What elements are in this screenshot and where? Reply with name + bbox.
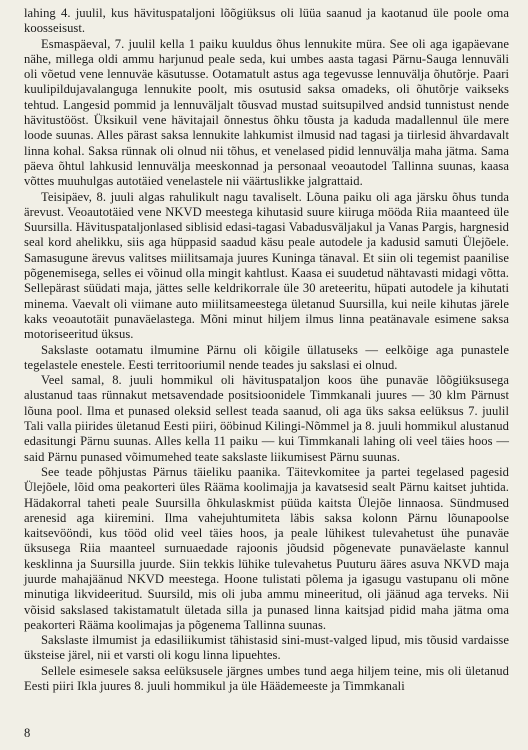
text-page — [24, 6, 509, 694]
paragraph: Sakslaste ilmumist ja edasiliikumist tähistasid sini-must-valged lipud, mis tõusid vardaisse üksteise järel, nii et varsti oli kogu linna lipuehtes. — [24, 633, 509, 663]
paragraph: Teisipäev, 8. juuli algas rahulikult nagu tavaliselt. Lõuna paiku oli aga järsku õhus tunda ärevust. Veoautotäied vene NKVD meestega kihutasid suure kiiruga mööda Riia maanteed üle Suursilla. Hävituspataljonlased siblisid edasi-tagasi Vabadusväljakul ja Vanas Pargis, hargnesid seal kord ahelikku, siis aga hüppasid saadud käsu peale autodele ja kadusid samuti Ülejõele. Samasugune ärevus valitses miilitsamaja juures Kuninga tänaval. Et siin oli tegemist paanilise põgenemisega, selles ei võinud olla mingit kahtlust. Kaasa ei suudetud nähtavasti midagi võtta. Sellepärast süüdati maja, jättes selle keldrikorrale üle 30 areteeritu, hüpati autodele ja kihutati minema. Vaevalt oli viimane auto miilitsameestega ületanud Suursilla, kui neile kihutas järele kaks veoautotäit punaväelastega. Mõni minut hiljem ilmus linna peatänavale esimene saksa motoriseeritud üksus. — [24, 189, 509, 342]
paragraph: Sakslaste ootamatu ilmumine Pärnu oli kõigile üllatuseks — eelkõige aga punastele tegelastele enestele. Eesti territooriumil nende teades ju sakslasi ei olnud. — [24, 342, 509, 372]
paragraph: Sellele esimesele saksa eelüksusele järgnes umbes tund aega hiljem teine, mis oli ületanud Eesti piiri Ikla juures 8. juuli hommikul ja üle Häädemeeste ja Timmkanali — [24, 663, 509, 694]
paragraph: Esmaspäeval, 7. juulil kella 1 paiku kuuldus õhus lennukite müra. See oli aga igapäevane nähe, millega oldi ammu harjunud peale seda, kui umbes aasta tagasi Pärnu-Sauga lennuväli oli võetud vene lennuväe käsutusse. Ootamatult astus aga tegevusse lennuvälja õhutõrje. Paari kuulipildujavalanguga lennukite poolt, mis osutusid saksa omadeks, oli õhutõrje vaikseks tehtud. Langesid pommid ja lennuväljalt tõusvad mustad suitsupilved andsid tunnistust nende hävitustööst. Üksikuil vene hävitajail õnnestus õhku tõusta ja kaduda madallennul üle mere loode suunas. Alles pärast saksa lennukite lahkumist ilmusid nad tagasi ja tiirlesid ähvardavalt linna kohal. Saksa rünnak oli olnud nii tõhus, et venelased pidid lennuvälja maha jätma. Sama päeva õhtul lahkusid lennuvälja meeskonnad ja personaal veoautodel Tallinna suunas, kaasa võttes muuhulgas autotäied venelastele nii väärtuslikke jalgrattaid. — [24, 36, 509, 189]
paragraph: lahing 4. juulil, kus hävituspataljoni lõõgiüksus oli lüüa saanud ja kaotanud üle poole oma koosseisust. — [24, 6, 509, 36]
page-number: 8 — [24, 726, 31, 740]
paragraph: See teade põhjustas Pärnus täieliku paanika. Täitevkomitee ja partei tegelased pagesid Ülejõele, lõid oma peakorteri üles Rääma koolimajja ja kavatsesid sealt Pärnu kaitset juhtida. Hädakorral taheti peale Suursilla õhkulaskmist püüda kaitsta Ülejõe linnaosa. Sündmused arenesid aga kiiremini. Ilma vahejuhtumiteta läbis saksa kolonn Pärnu lõunapoolse kaitsevööndi, kus tööd olid veel täies hoos, ja peale lühikest tulevahetust ühe punaväe üksusega Riia maanteel surnuaedade rajoonis jõudsid põgenevate punaväelaste kannul kesklinna ja Suursilla juurde. Siin tekkis lühike tulevahetus Puuturu ääres asuva NKVD maja juurde mahajäänud NKVD meestega. Hoone tulistati põlema ja igasugu vastupanu oli mõne minutiga likvideeritud. Suursild, mis oli juba ammu mineeritud, oli jäänud aga terveks. Nii võisid sakslased takistamatult ületada silla ja punased linna kaitsjad pidid maha jätma oma peakorteri Rääma koolimajas ja põgenema Tallinna suunas. — [24, 464, 509, 632]
paragraph: Veel samal, 8. juuli hommikul oli hävituspataljon koos ühe punaväe lõõgiüksusega alustanud taas rünnakut metsavendade positsioonidele Timmkanali juures — 30 klm Pärnust lõuna pool. Ilma et punased oleksid sellest teada saanud, oli aga üks saksa eelüksus 7. juulil Tali valla piirides ületanud Eesti piiri, ööbinud Kilingi-Nõmmel ja 8. juuli hommikul alustanud edasitungi Pärnu suunas. Alles kella 11 paiku — kui Timmkanali lahing oli veel täies hoos — said Pärnu punased võimumehed teate sakslaste liikumisest Pärnu suunas. — [24, 373, 509, 464]
